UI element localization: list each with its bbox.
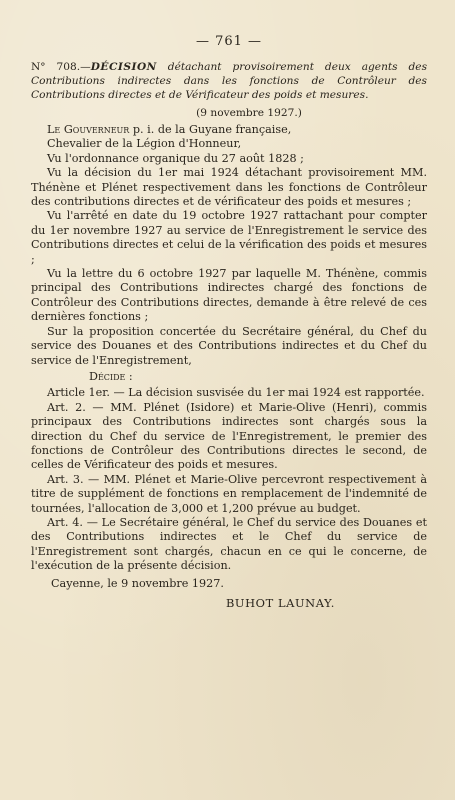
decision-title: DÉCISION <box>90 61 157 73</box>
closing-place-date: Cayenne, le 9 novembre 1927. <box>51 576 224 590</box>
article-4: Art. 4. — Le Secrétaire général, le Chef du service des Douanes et des Contributions indirectes et le Chef du service de l'Enregistrement sont chargés, chacun en ce qui le concerne, de l'exécution de la présente décision. <box>31 515 427 573</box>
signature: BUHOT LAUNAY. <box>225 596 335 610</box>
decision-subject: détachant provisoirement deux agents des Contributions indirectes dans les fonctions de Contrôleur des Contributions directes et de Vérificateur des poids et mesures. <box>31 61 428 101</box>
article-1: Article 1er. — La décision susvisée du 1er mai 1924 est rapportée. <box>47 386 425 400</box>
article-2: Art. 2. — MM. Plénet (Isidore) et Marie-Olive (Henri), commis principaux des Contributions indirectes sont chargés sous la direction du Chef du service de l'Enregistrement, le premier des fonctions de Contrôleur des Contributions directes le second, de celles de Vérificateur des poids et mesures. <box>31 400 427 472</box>
decision-date: (9 novembre 1927.) <box>196 107 302 119</box>
preamble-chevalier: Chevalier de la Légion d'Honneur, <box>47 137 242 151</box>
governor-title: Le Gouverneur <box>47 123 130 136</box>
decide-heading: Décide : <box>89 369 133 383</box>
decision-number: N° 708.— <box>31 61 91 73</box>
preamble-lettre: Vu la lettre du 6 octobre 1927 par laquelle M. Thénène, commis principal des Contributions indirectes chargé des fonctions de Contrôleur des Contributions directes, demande à être relevé de ces dernières fonctions ; <box>31 267 427 324</box>
article-3: Art. 3. — MM. Plénet et Marie-Olive percevront respectivement à titre de supplément de fonctions en remplacement de l'indemnité de tournées, l'allocation de 3,000 et 1,200 prévue au budget. <box>31 472 427 515</box>
governor-rest: p. i. de la Guyane française, <box>129 123 292 136</box>
preamble-ordonnance: Vu l'ordonnance organique du 27 août 1828 ; <box>47 151 304 165</box>
page-number: — 761 — <box>195 34 263 49</box>
preamble-proposition: Sur la proposition concertée du Secrétaire général, du Chef du service des Douanes et des Contributions indirectes et du Chef du service de l'Enregistrement, <box>31 324 427 367</box>
document-body <box>31 123 427 610</box>
decision-header <box>31 60 427 102</box>
preamble-governor <box>31 123 427 137</box>
preamble-arrete-1927: Vu l'arrêté en date du 19 octobre 1927 rattachant pour compter du 1er novembre 1927 au service de l'Enregistrement le service des Contributions directes et celui de la vérification des poids et mesures ; <box>31 209 427 266</box>
preamble-decision-1924: Vu la décision du 1er mai 1924 détachant provisoirement MM. Thénène et Plénet respectivement dans les fonctions de Contrôleur des contributions directes et de vérificateur des poids et mesures ; <box>31 166 427 209</box>
